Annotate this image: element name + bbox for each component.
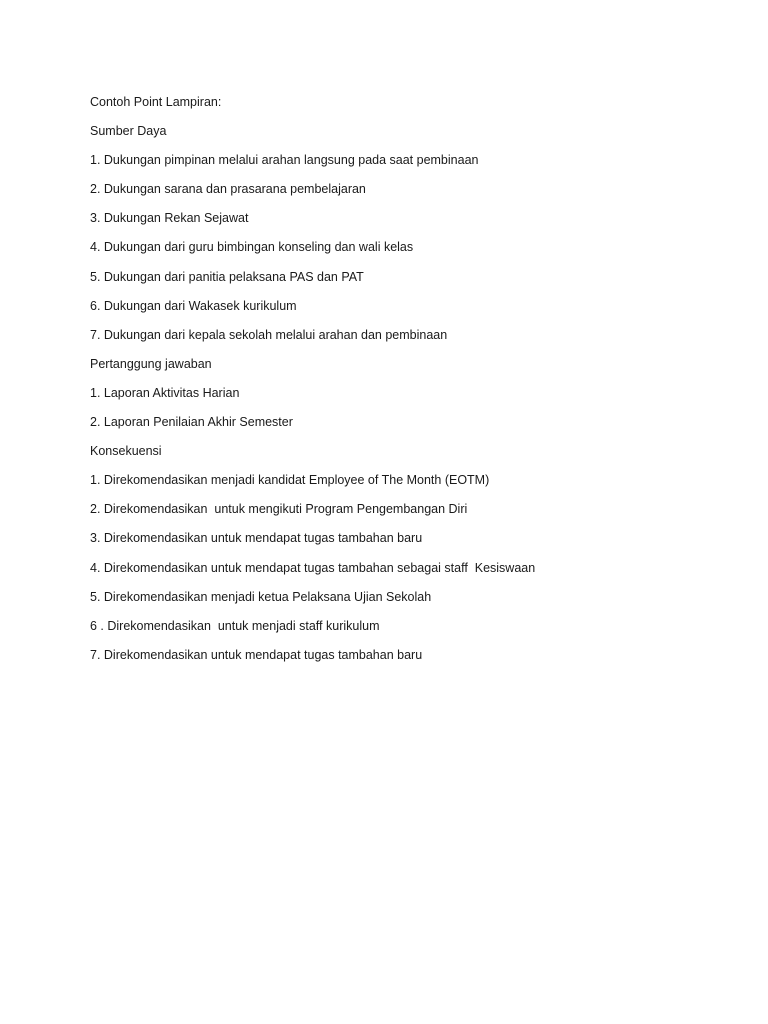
list-item: 2. Laporan Penilaian Akhir Semester <box>90 415 293 430</box>
list-item: 5. Direkomendasikan menjadi ketua Pelaksana Ujian Sekolah <box>90 589 432 604</box>
list-item: 2. Dukungan sarana dan prasarana pembelajaran <box>90 182 366 197</box>
list-item: 4. Direkomendasikan untuk mendapat tugas tambahan sebagai staff Kesiswaan <box>90 560 536 575</box>
list-item: 4. Dukungan dari guru bimbingan konseling dan wali kelas <box>90 240 414 255</box>
list-item: 3. Dukungan Rekan Sejawat <box>90 211 249 226</box>
section-heading-konsekuensi: Konsekuensi <box>90 444 162 459</box>
list-item: 5. Dukungan dari panitia pelaksana PAS dan PAT <box>90 269 364 284</box>
list-item: 7. Direkomendasikan untuk mendapat tugas tambahan baru <box>90 647 423 662</box>
list-item: 1. Dukungan pimpinan melalui arahan langsung pada saat pembinaan <box>90 153 479 168</box>
list-item: 6 . Direkomendasikan untuk menjadi staff kurikulum <box>90 618 380 633</box>
document-body <box>90 94 730 676</box>
list-item: 1. Laporan Aktivitas Harian <box>90 385 240 400</box>
list-item: 3. Direkomendasikan untuk mendapat tugas tambahan baru <box>90 531 423 546</box>
section-heading-pertanggung-jawaban: Pertanggung jawaban <box>90 356 212 371</box>
list-item: 6. Dukungan dari Wakasek kurikulum <box>90 298 297 313</box>
list-item: 2. Direkomendasikan untuk mengikuti Program Pengembangan Diri <box>90 502 468 517</box>
list-item: 1. Direkomendasikan menjadi kandidat Employee of The Month (EOTM) <box>90 473 490 488</box>
list-item: 7. Dukungan dari kepala sekolah melalui arahan dan pembinaan <box>90 327 448 342</box>
section-heading-sumber-daya: Sumber Daya <box>90 124 167 139</box>
document-title: Contoh Point Lampiran: <box>90 95 222 109</box>
